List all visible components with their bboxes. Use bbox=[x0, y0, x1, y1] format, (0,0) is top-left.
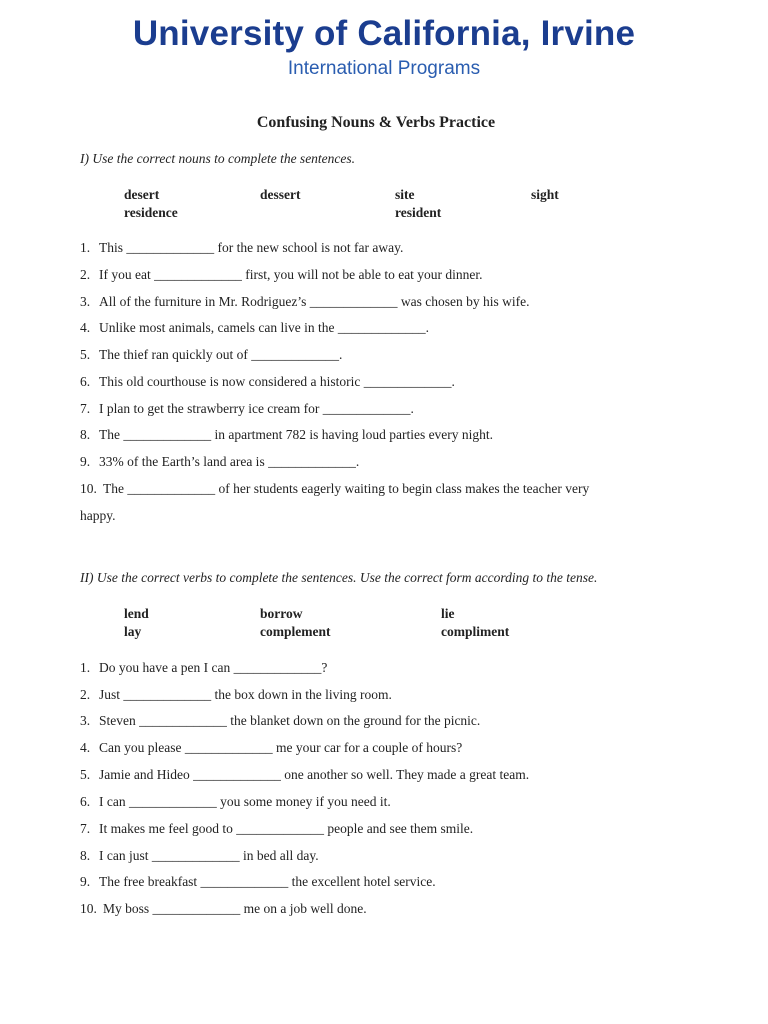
sentence-number: 4. bbox=[80, 740, 91, 755]
sentence-number: 4. bbox=[80, 320, 91, 335]
word-bank-item: lay bbox=[124, 624, 142, 639]
sentence-number: 10. bbox=[80, 481, 97, 496]
sentence-text: The _____________ in apartment 782 is having loud parties every night. bbox=[99, 427, 494, 442]
sentence-text: Can you please _____________ me your car for a couple of hours? bbox=[99, 740, 463, 755]
sentence-item bbox=[80, 454, 359, 470]
sentence-number: 5. bbox=[80, 767, 91, 782]
word-bank-item: dessert bbox=[260, 187, 301, 202]
sentence-number: 3. bbox=[80, 713, 91, 728]
sentence-text: I can just _____________ in bed all day. bbox=[99, 848, 319, 863]
sentence-text: This _____________ for the new school is not far away. bbox=[99, 240, 404, 255]
sentence-number: 6. bbox=[80, 374, 91, 389]
sentence-item bbox=[80, 401, 414, 417]
sentence-text: Just _____________ the box down in the living room. bbox=[99, 687, 392, 702]
sentence-item bbox=[80, 427, 493, 443]
sentence-item bbox=[80, 687, 392, 703]
sentence-item bbox=[80, 294, 529, 310]
sentence-item bbox=[80, 874, 436, 890]
sentence-text: Jamie and Hideo _____________ one another so well. They made a great team. bbox=[99, 767, 530, 782]
sentence-number: 7. bbox=[80, 821, 91, 836]
sentence-text: I plan to get the strawberry ice cream for _____________. bbox=[99, 401, 414, 416]
program-name: International Programs bbox=[287, 58, 481, 79]
word-bank-item: lie bbox=[441, 606, 455, 621]
sentence-text: Unlike most animals, camels can live in the _____________. bbox=[99, 320, 429, 335]
sentence-item bbox=[80, 660, 327, 676]
word-bank-item: lend bbox=[124, 606, 149, 621]
sentence-item bbox=[80, 713, 480, 729]
section2-instruction: II) Use the correct verbs to complete the sentences. Use the correct form according to the tense. bbox=[80, 570, 598, 585]
sentence-number: 3. bbox=[80, 294, 91, 309]
sentence-item bbox=[80, 347, 342, 363]
sentence-item bbox=[80, 794, 391, 810]
word-bank-item: residence bbox=[124, 205, 178, 220]
sentence-text: This old courthouse is now considered a historic _____________. bbox=[99, 374, 455, 389]
sentence-item bbox=[80, 740, 462, 756]
sentence-text: It makes me feel good to _____________ people and see them smile. bbox=[99, 821, 474, 836]
section1-instruction: I) Use the correct nouns to complete the sentences. bbox=[80, 151, 356, 166]
sentence-number: 1. bbox=[80, 660, 91, 675]
word-bank-item: compliment bbox=[441, 624, 510, 639]
sentence-number: 9. bbox=[80, 454, 91, 469]
sentence-item bbox=[80, 267, 483, 283]
sentence-item bbox=[80, 374, 455, 390]
sentence-text: The free breakfast _____________ the excellent hotel service. bbox=[99, 874, 436, 889]
sentence-number: 6. bbox=[80, 794, 91, 809]
sentence-number: 8. bbox=[80, 427, 91, 442]
sentence-number: 7. bbox=[80, 401, 91, 416]
sentence-number: 2. bbox=[80, 687, 91, 702]
word-bank-item: borrow bbox=[260, 606, 303, 621]
sentence-text: Steven _____________ the blanket down on the ground for the picnic. bbox=[99, 713, 481, 728]
sentence-number: 1. bbox=[80, 240, 91, 255]
sentence-text: All of the furniture in Mr. Rodriguez’s _____________ was chosen by his wife. bbox=[99, 294, 530, 309]
word-bank-item: desert bbox=[124, 187, 160, 202]
sentence-continuation: happy. bbox=[80, 508, 116, 523]
sentence-item bbox=[80, 240, 403, 256]
sentence-number: 9. bbox=[80, 874, 91, 889]
sentence-text: The _____________ of her students eagerly waiting to begin class makes the teacher very bbox=[103, 481, 590, 496]
sentence-text: Do you have a pen I can _____________? bbox=[99, 660, 328, 675]
word-bank-item: complement bbox=[260, 624, 331, 639]
sentence-item bbox=[80, 320, 429, 336]
sentence-number: 10. bbox=[80, 901, 97, 916]
sentence-item bbox=[80, 481, 589, 497]
university-name: University of California, Irvine bbox=[132, 14, 636, 53]
word-bank-item: site bbox=[395, 187, 415, 202]
sentence-item bbox=[80, 821, 473, 837]
sentence-number: 8. bbox=[80, 848, 91, 863]
sentence-text: I can _____________ you some money if you need it. bbox=[99, 794, 391, 809]
sentence-number: 2. bbox=[80, 267, 91, 282]
word-bank-item: resident bbox=[395, 205, 442, 220]
sentence-item bbox=[80, 848, 319, 864]
sentence-item bbox=[80, 767, 529, 783]
sentence-text: The thief ran quickly out of _____________. bbox=[99, 347, 343, 362]
sentence-text: If you eat _____________ first, you will not be able to eat your dinner. bbox=[99, 267, 483, 282]
word-bank-item: sight bbox=[531, 187, 559, 202]
sentence-item bbox=[80, 901, 367, 917]
worksheet-title: Confusing Nouns & Verbs Practice bbox=[256, 114, 496, 131]
sentence-number: 5. bbox=[80, 347, 91, 362]
sentence-text: My boss _____________ me on a job well done. bbox=[103, 901, 367, 916]
sentence-text: 33% of the Earth’s land area is _____________. bbox=[99, 454, 360, 469]
